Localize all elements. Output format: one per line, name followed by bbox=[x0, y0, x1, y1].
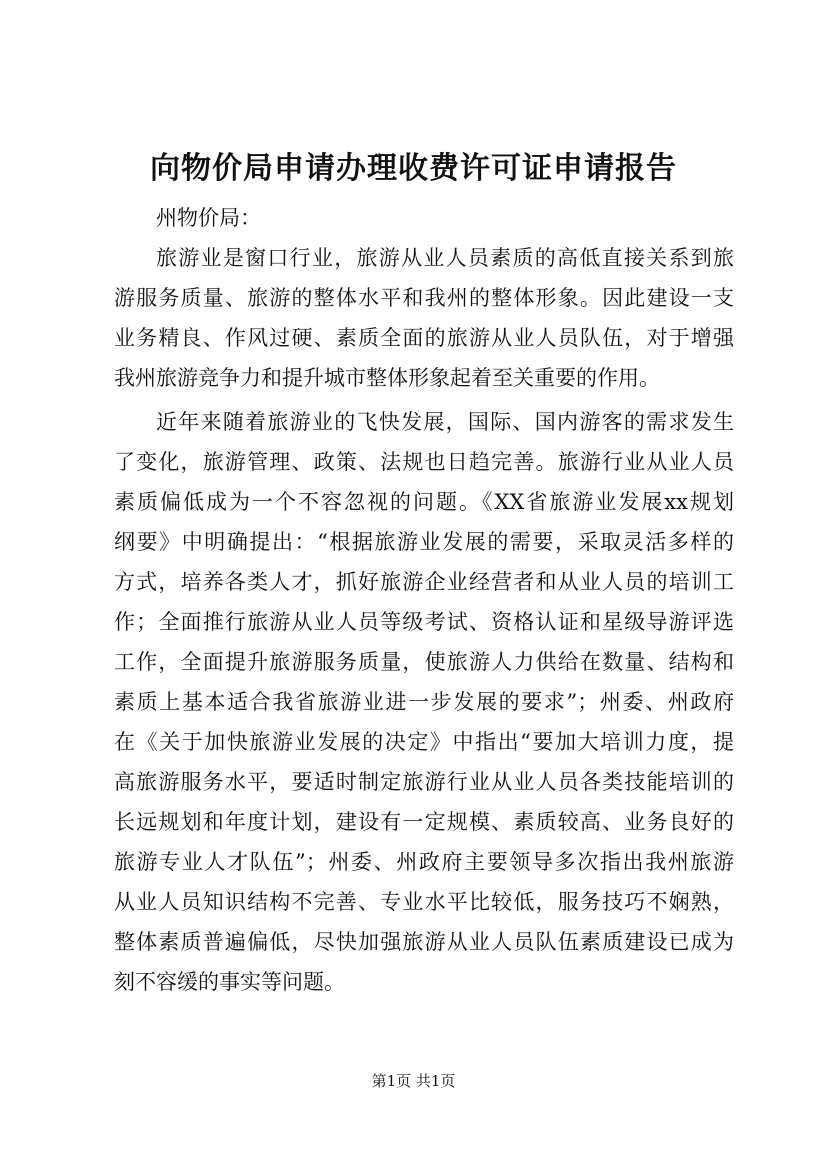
paragraph-line: 在《关于加快旅游业发展的决定》中指出“要加大培训力度，提 bbox=[114, 730, 734, 754]
paragraph-line: 了变化，旅游管理、政策、法规也日趋完善。旅游行业从业人员 bbox=[114, 450, 734, 474]
paragraph-line: 整体素质普遍偏低，尽快加强旅游从业人员队伍素质建设已成为 bbox=[114, 930, 734, 954]
paragraph-line: 业务精良、作风过硬、素质全面的旅游从业人员队伍，对于增强 bbox=[114, 326, 734, 350]
paragraph-line: 我州旅游竞争力和提升城市整体形象起着至关重要的作用。 bbox=[114, 366, 660, 390]
paragraph-1 bbox=[114, 238, 734, 398]
paragraph-line: 纲要》中明确提出：“根据旅游业发展的需要，采取灵活多样的 bbox=[114, 530, 734, 554]
paragraph-line: 从业人员知识结构不完善、专业水平比较低，服务技巧不娴熟， bbox=[114, 890, 734, 914]
paragraph-line: 刻不容缓的事实等问题。 bbox=[114, 970, 345, 994]
paragraph-line: 近年来随着旅游业的飞快发展，国际、国内游客的需求发生 bbox=[156, 410, 734, 434]
paragraph-line: 工作，全面提升旅游服务质量，使旅游人力供给在数量、结构和 bbox=[114, 650, 734, 674]
paragraph-line: 方式，培养各类人才，抓好旅游企业经营者和从业人员的培训工 bbox=[114, 570, 734, 594]
paragraph-line: 作；全面推行旅游从业人员等级考试、资格认证和星级导游评选 bbox=[114, 610, 734, 634]
page-footer: 第1页 共1页 bbox=[371, 1072, 456, 1090]
paragraph-line: 素质上基本适合我省旅游业进一步发展的要求”；州委、州政府 bbox=[114, 690, 734, 714]
paragraph-line: 旅游业是窗口行业，旅游从业人员素质的高低直接关系到旅 bbox=[156, 246, 734, 270]
document-title: 向物价局申请办理收费许可证申请报告 bbox=[150, 151, 677, 186]
paragraph-2 bbox=[114, 402, 734, 1002]
paragraph-line: 游服务质量、旅游的整体水平和我州的整体形象。因此建设一支 bbox=[114, 286, 734, 310]
paragraph-line: 素质偏低成为一个不容忽视的问题。《XX省旅游业发展xx规划 bbox=[114, 490, 734, 514]
paragraph-line: 旅游专业人才队伍”；州委、州政府主要领导多次指出我州旅游 bbox=[114, 850, 734, 874]
paragraph-line: 高旅游服务水平，要适时制定旅游行业从业人员各类技能培训的 bbox=[114, 770, 734, 794]
salutation: 州物价局： bbox=[156, 206, 261, 230]
paragraph-line: 长远规划和年度计划，建设有一定规模、素质较高、业务良好的 bbox=[114, 810, 734, 834]
